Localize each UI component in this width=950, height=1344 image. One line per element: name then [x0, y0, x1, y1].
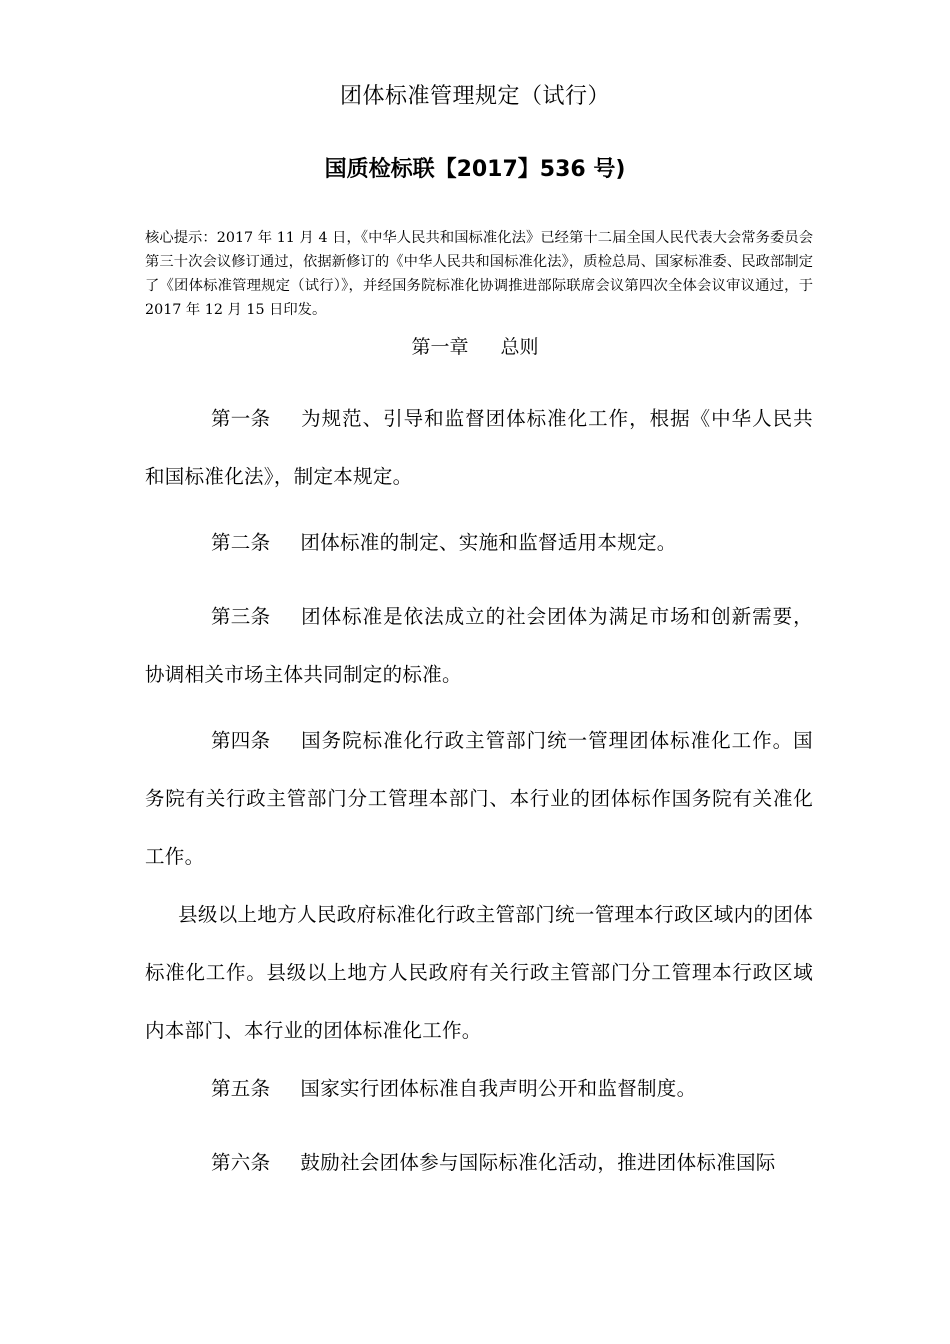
- article-6: [145, 1134, 813, 1192]
- article-2: [145, 514, 813, 572]
- article-label: 第三条: [211, 605, 271, 628]
- article-4: [145, 712, 813, 886]
- article-1: [145, 390, 813, 506]
- article-text: 团体标准的制定、实施和监督适用本规定。: [300, 531, 677, 554]
- article-text: 为规范、引导和监督团体标准化工作，根据《中华人民共和国标准化法》，制定本规定。: [145, 407, 813, 488]
- chapter-name: 总则: [500, 336, 539, 358]
- article-5: [145, 1060, 813, 1118]
- document-number: 国质检标联【2017】536 号): [324, 157, 626, 182]
- article-3: [145, 588, 813, 704]
- chapter-heading: [0, 332, 950, 362]
- article-label: 第六条: [211, 1151, 271, 1174]
- article-text: 国家实行团体标准自我声明公开和监督制度。: [300, 1077, 697, 1100]
- article-label: 第五条: [211, 1077, 271, 1100]
- article-text: 团体标准是依法成立的社会团体为满足市场和创新需要，协调相关市场主体共同制定的标准。: [145, 605, 813, 686]
- document-title: 团体标准管理规定（试行）: [339, 84, 610, 109]
- article-label: 第四条: [211, 729, 271, 752]
- article-label: 第二条: [211, 531, 271, 554]
- summary-paragraph: 核心提示：2017 年 11 月 4 日，《中华人民共和国标准化法》已经第十二届全国人民代表大会常务委员会第三十次会议修订通过，依据新修订的《中华人民共和国标准化法》，质检总局、国家标准委、民政部制定了《团体标准管理规定（试行）》，并经国务院标准化协调推进部际联席会议第四次全体会议审议通过，于 2017 年 12 月 15 日印发。: [145, 230, 813, 318]
- article-label: 第一条: [211, 407, 271, 430]
- article-text: 国务院标准化行政主管部门统一管理团体标准化工作。国务院有关行政主管部门分工管理本部门、本行业的团体标作国务院有关准化工作。: [145, 729, 813, 868]
- article-4-paragraph-2: [145, 886, 813, 1060]
- chapter-number: 第一章: [411, 336, 469, 358]
- article-text: 县级以上地方人民政府标准化行政主管部门统一管理本行政区域内的团体标准化工作。县级以上地方人民政府有关行政主管部门分工管理本行政区域内本部门、本行业的团体标准化工作。: [145, 903, 813, 1042]
- article-text: 鼓励社会团体参与国际标准化活动，推进团体标准国际: [300, 1151, 776, 1174]
